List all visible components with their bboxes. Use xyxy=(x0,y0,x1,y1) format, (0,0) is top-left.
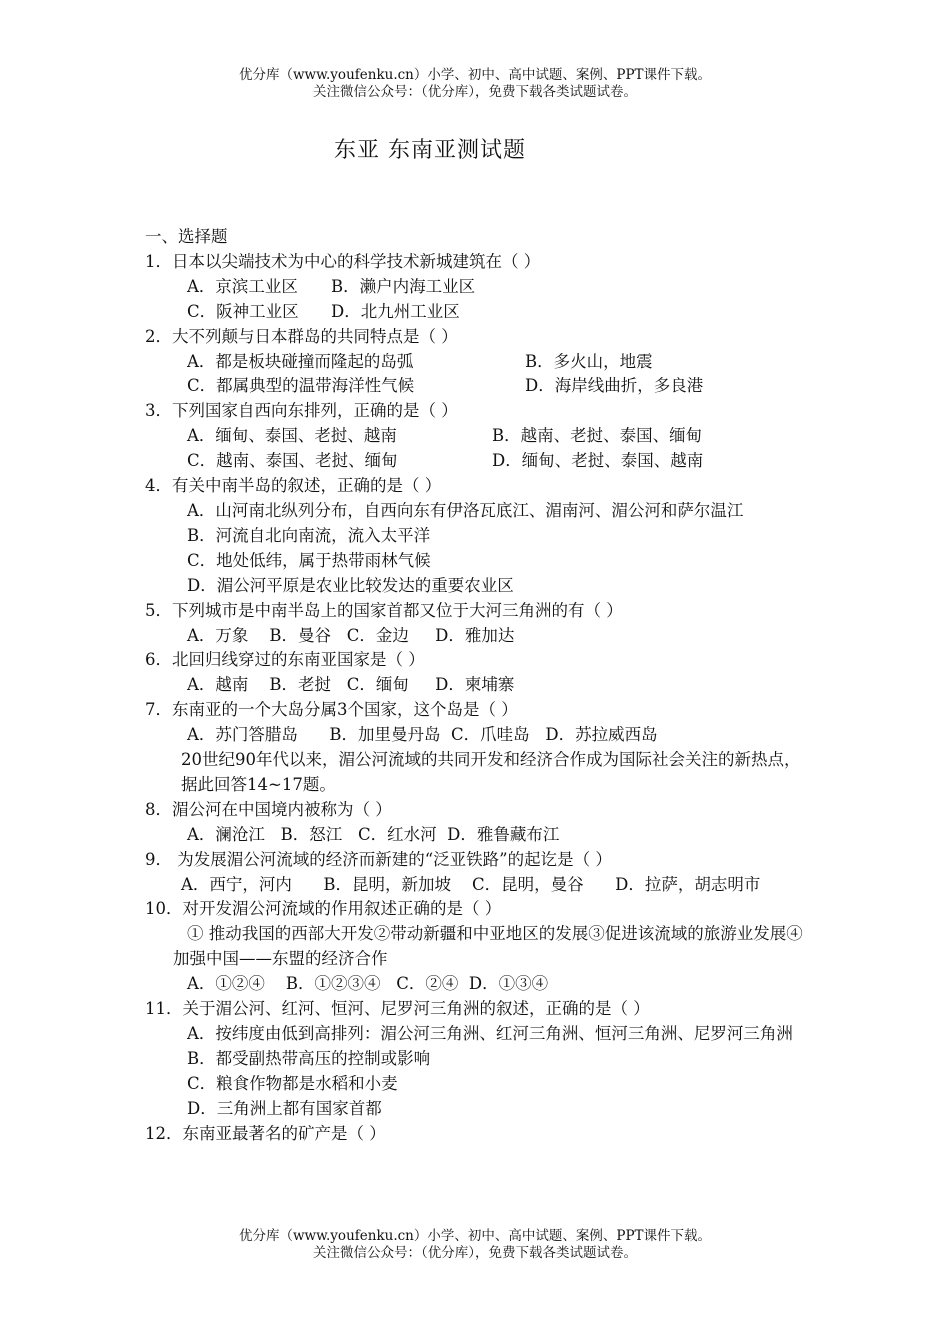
option-d: D．缅甸、老挝、泰国、越南 xyxy=(492,451,704,471)
option-b: B．越南、老挝、泰国、缅甸 xyxy=(492,426,703,446)
option-a: A．京滨工业区 xyxy=(187,276,298,296)
option-c: C．都属典型的温带海洋性气候 xyxy=(187,376,415,396)
page-footer xyxy=(0,1228,950,1262)
question-9-options: A．西宁，河内 B．昆明，新加坡 C．昆明，曼谷 D．拉萨，胡志明市 xyxy=(181,874,761,894)
question-4-option-d: D．湄公河平原是农业比较发达的重要农业区 xyxy=(187,575,514,595)
option-c: C．越南、泰国、老挝、缅甸 xyxy=(187,451,398,471)
question-11-option-a: A．按纬度由低到高排列：湄公河三角洲、红河三角洲、恒河三角洲、尼罗河三角洲 xyxy=(187,1024,793,1043)
question-12-stem: 12．东南亚最著名的矿产是（ ） xyxy=(145,1123,386,1143)
footer-line-1: 优分库（www.youfenku.cn）小学、初中、高中试题、案例、PPT课件下载。 xyxy=(238,1228,712,1244)
header-line-1: 优分库（www.youfenku.cn）小学、初中、高中试题、案例、PPT课件下载。 xyxy=(238,67,712,83)
question-8-stem: 8．湄公河在中国境内被称为（ ） xyxy=(145,799,392,819)
question-2-stem: 2．大不列颠与日本群岛的共同特点是（ ） xyxy=(145,326,458,346)
question-3-options-row-2 xyxy=(145,449,815,474)
question-4-option-c: C．地处低纬，属于热带雨林气候 xyxy=(187,550,431,570)
option-c: C．阪神工业区 xyxy=(187,301,299,321)
option-a: A．都是板块碰撞而隆起的岛弧 xyxy=(187,351,414,371)
question-9-stem: 9． 为发展湄公河流域的经济而新建的“泛亚铁路”的起讫是（ ） xyxy=(145,849,612,869)
question-1-options-row-2 xyxy=(145,300,815,325)
question-7-stem: 7．东南亚的一个大岛分属3个国家，这个岛是（ ） xyxy=(145,700,518,720)
header-line-2: 关注微信公众号：（优分库），免费下载各类试题试卷。 xyxy=(313,84,637,100)
option-b: B．多火山，地震 xyxy=(525,351,653,371)
question-10-stem: 10．对开发湄公河流域的作用叙述正确的是（ ） xyxy=(145,899,502,919)
page-header xyxy=(0,67,950,101)
question-6-options: A．越南 B．老挝 C．缅甸 D．柬埔寨 xyxy=(187,675,515,695)
footer-line-2: 关注微信公众号：（优分库），免费下载各类试题试卷。 xyxy=(313,1245,637,1261)
option-d: D．北九州工业区 xyxy=(331,301,460,321)
question-11-option-c: C．粮食作物都是水稻和小麦 xyxy=(187,1073,398,1093)
question-11-option-d: D．三角洲上都有国家首都 xyxy=(187,1098,382,1118)
question-6-stem: 6．北回归线穿过的东南亚国家是（ ） xyxy=(145,650,425,670)
question-4-option-a: A．山河南北纵列分布，自西向东有伊洛瓦底江、湄南河、湄公河和萨尔温江 xyxy=(187,500,744,520)
question-1-options-row-1 xyxy=(145,275,815,300)
page-title: 东亚 东南亚测试题 xyxy=(334,138,526,163)
question-2-options-row-1 xyxy=(145,350,815,375)
option-d: D．海岸线曲折，多良港 xyxy=(525,376,704,396)
option-a: A．缅甸、泰国、老挝、越南 xyxy=(187,426,397,446)
question-1-stem: 1．日本以尖端技术为中心的科学技术新城建筑在（ ） xyxy=(145,251,541,271)
question-5-options: A．万象 B．曼谷 C．金边 D．雅加达 xyxy=(187,625,515,645)
question-5-stem: 5．下列城市是中南半岛上的国家首都又位于大河三角洲的有（ ） xyxy=(145,600,623,620)
question-4-stem: 4．有关中南半岛的叙述，正确的是（ ） xyxy=(145,476,442,496)
question-4-option-b: B．河流自北向南流，流入太平洋 xyxy=(187,525,431,545)
passage-intro: 20世纪90年代以来，湄公河流域的共同开发和经济合作成为国际社会关注的新热点，据此回答14~17题。 xyxy=(181,750,801,794)
question-3-stem: 3．下列国家自西向东排列，正确的是（ ） xyxy=(145,401,458,421)
question-11-stem: 11．关于湄公河、红河、恒河、尼罗河三角洲的叙述，正确的是（ ） xyxy=(145,999,650,1019)
question-2-options-row-2 xyxy=(145,374,815,399)
document-body xyxy=(145,225,815,1147)
section-heading: 一、选择题 xyxy=(145,227,228,246)
question-10-body: ① 推动我国的西部大开发②带动新疆和中亚地区的发展③促进该流域的旅游业发展④加强中国——东盟的经济合作 xyxy=(173,924,803,969)
question-7-options: A．苏门答腊岛 B．加里曼丹岛 C．爪哇岛 D．苏拉威西岛 xyxy=(187,725,658,745)
question-8-options: A．澜沧江 B．怒江 C．红水河 D．雅鲁藏布江 xyxy=(187,824,560,844)
question-11-option-b: B．都受副热带高压的控制或影响 xyxy=(187,1048,431,1068)
option-b: B．濑户内海工业区 xyxy=(331,276,476,296)
question-3-options-row-1 xyxy=(145,424,815,449)
question-10-options: A．①②④ B．①②③④ C．②④ D．①③④ xyxy=(187,974,549,994)
